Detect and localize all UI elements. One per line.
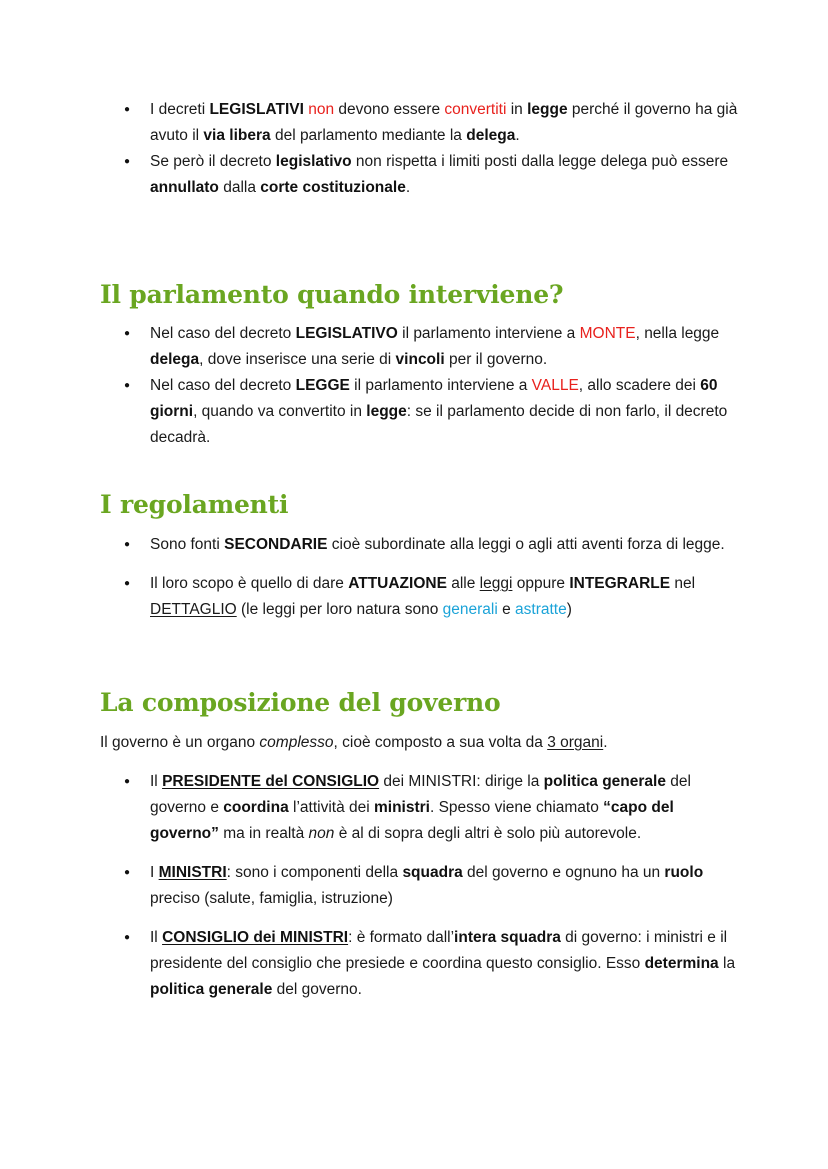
list-item: ● Se però il decreto legislativo non rispetta i limiti posti dalla legge delega può essere annullato dalla corte costituzionale. — [150, 149, 740, 201]
heading-composizione-governo: La composizione del governo — [100, 688, 501, 717]
heading-parlamento: Il parlamento quando interviene? — [100, 280, 564, 309]
regolamenti-list — [0, 532, 740, 623]
parlamento-list — [0, 321, 740, 451]
list-item: ● Sono fonti SECONDARIE cioè subordinate alla leggi o agli atti aventi forza di legge. — [150, 532, 740, 558]
list-item: ● I decreti LEGISLATIVI non devono essere convertiti in legge perché il governo ha già avuto il via libera del parlamento mediante la delega. — [150, 97, 740, 149]
list-item: ● Nel caso del decreto LEGGE il parlamento interviene a VALLE, allo scadere dei 60 giorni, quando va convertito in legge: se il parlamento decide di non farlo, il decreto decadrà. — [150, 373, 740, 451]
decreti-legislativi-list — [0, 97, 740, 201]
list-item: ● I MINISTRI: sono i componenti della squadra del governo e ognuno ha un ruolo preciso (salute, famiglia, istruzione) — [150, 860, 740, 912]
list-item: ● Il loro scopo è quello di dare ATTUAZIONE alle leggi oppure INTEGRARLE nel DETTAGLIO (le leggi per loro natura sono generali e astratte) — [150, 571, 740, 623]
list-item: ● Nel caso del decreto LEGISLATIVO il parlamento interviene a MONTE, nella legge delega, dove inserisce una serie di vincoli per il governo. — [150, 321, 740, 373]
list-item: ● Il PRESIDENTE del CONSIGLIO dei MINISTRI: dirige la politica generale del governo e coordina l’attività dei ministri. Spesso viene chiamato “capo del governo” ma in realtà non è al di sopra degli altri è solo più autorevole. — [150, 769, 740, 847]
list-item: ● Il CONSIGLIO dei MINISTRI: è formato dall’intera squadra di governo: i ministri e il presidente del consiglio che presiede e coordina questo consiglio. Esso determina la politica generale del governo. — [150, 925, 740, 1003]
organi-governo-list — [0, 769, 740, 1003]
heading-regolamenti: I regolamenti — [100, 490, 289, 519]
governo-intro: Il governo è un organo complesso, cioè composto a sua volta da 3 organi. — [100, 734, 608, 751]
